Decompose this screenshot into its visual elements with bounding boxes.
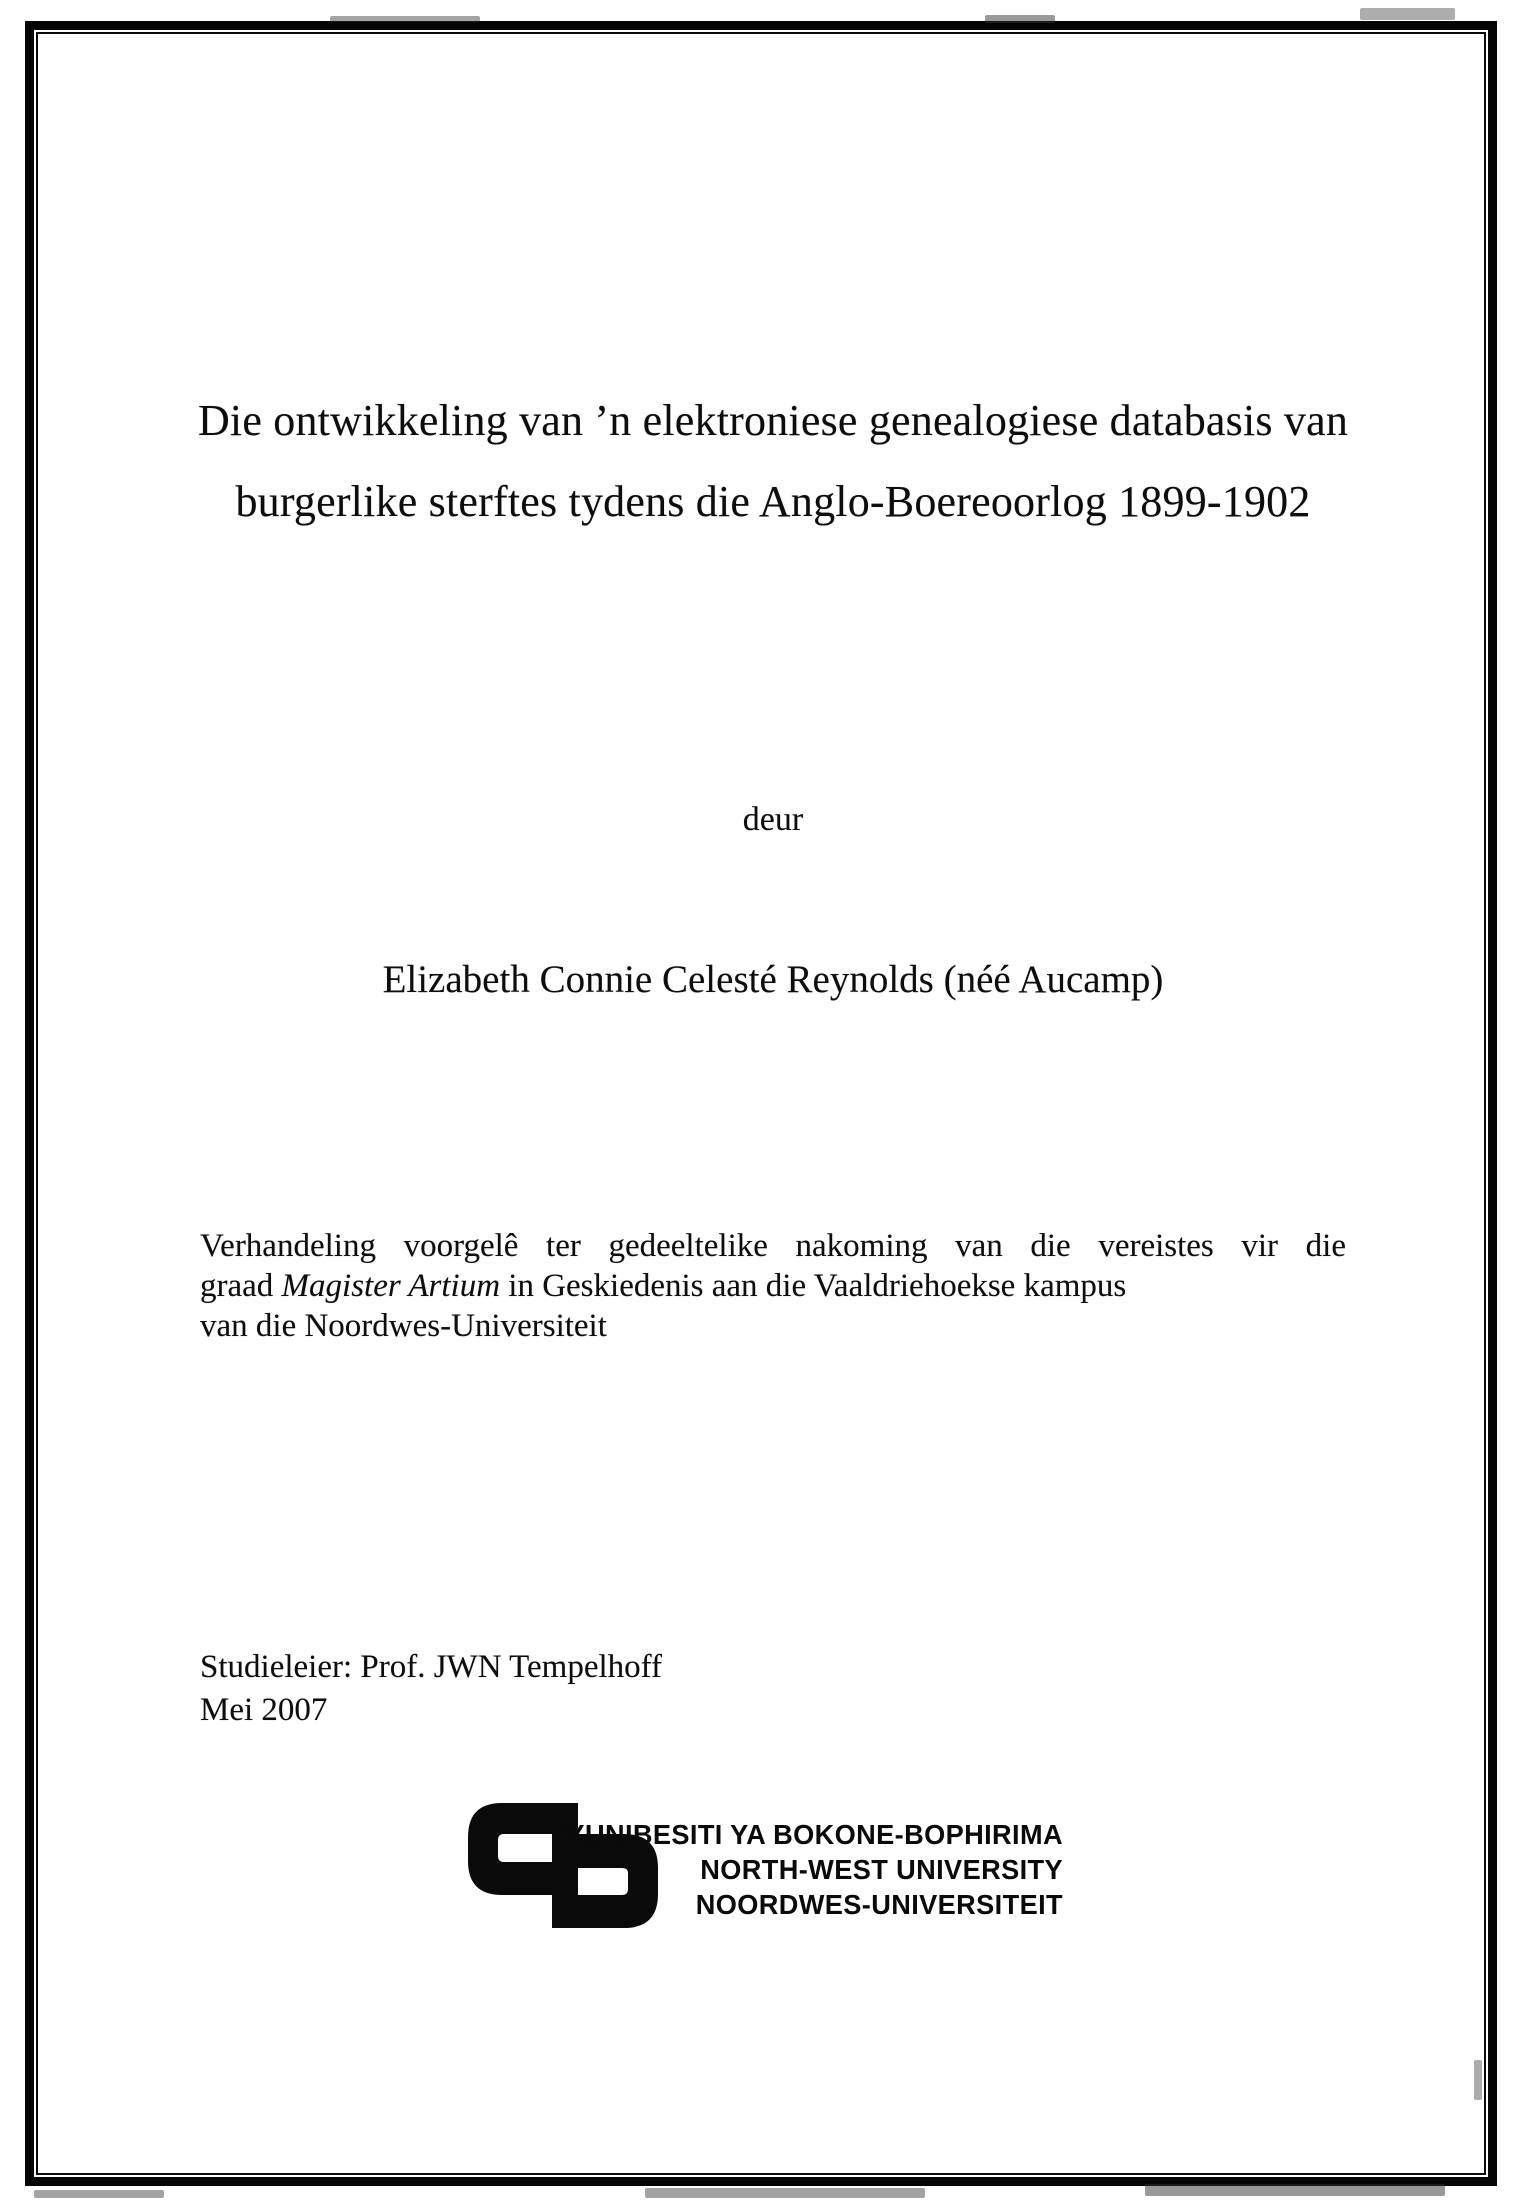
logo-line-english: NORTH-WEST UNIVERSITY (700, 1854, 1063, 1885)
scan-artifact (1360, 8, 1455, 20)
logo-line-setswana: YUNIBESITI YA BOKONE-BOPHIRIMA (566, 1819, 1063, 1850)
degree-statement-degree-name: Magister Artium (281, 1268, 501, 1304)
byline-label: deur (742, 801, 804, 838)
degree-statement-line2-suffix: in Geskiedenis aan die Vaaldriehoekse kampus (500, 1268, 1127, 1304)
university-logo-text (559, 1817, 1063, 1922)
supervisor-block (200, 1646, 1100, 1732)
logo-line-afrikaans: NOORDWES-UNIVERSITEIT (695, 1889, 1063, 1920)
thesis-title (178, 380, 1368, 542)
supervisor-line: Studieleier: Prof. JWN Tempelhoff (200, 1649, 663, 1685)
university-logo (468, 1803, 1108, 1983)
degree-statement-line3: van die Noordwes-Universiteit (200, 1308, 607, 1344)
degree-statement-line2-prefix: graad (200, 1268, 282, 1304)
scan-artifact (34, 2190, 164, 2198)
scan-artifact (1474, 2060, 1482, 2100)
date-line: Mei 2007 (200, 1692, 328, 1728)
scan-artifact (985, 15, 1055, 23)
degree-statement (200, 1226, 1346, 1346)
thesis-title-line2: burgerlike sterftes tydens die Anglo-Boereoorlog 1899-1902 (235, 477, 1311, 526)
scan-artifact (645, 2188, 925, 2198)
thesis-title-line1: Die ontwikkeling van ’n elektroniese genealogiese databasis van (197, 396, 1349, 445)
scan-artifact (330, 16, 480, 22)
degree-statement-line1: Verhandeling voorgelê ter gedeeltelike nakoming van die vereistes vir die (200, 1228, 1346, 1264)
author-name: Elizabeth Connie Celesté Reynolds (néé Aucamp) (382, 958, 1164, 1001)
scan-artifact (1145, 2184, 1445, 2196)
degree-statement-line2 (200, 1266, 1346, 1306)
